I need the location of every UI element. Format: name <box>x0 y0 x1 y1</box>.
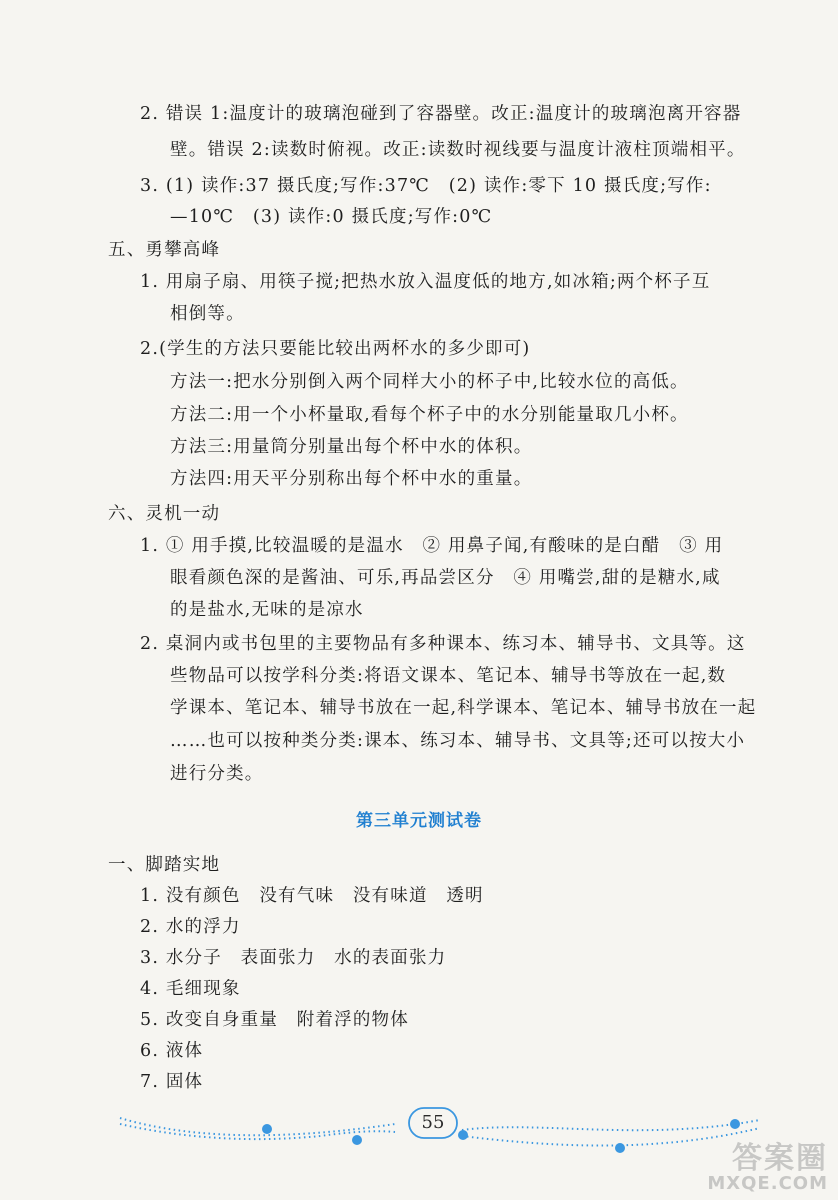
section-heading: 五、勇攀高峰 <box>108 240 221 260</box>
answer-continuation: 壁。错误 2:读数时俯视。改正:读数时视线要与温度计液柱顶端相平。 <box>170 140 746 160</box>
answer-continuation: 的是盐水,无味的是凉水 <box>170 600 364 620</box>
watermark-line1: 答案圈 <box>732 1141 828 1176</box>
answer-item: 2. 水的浮力 <box>140 917 241 937</box>
answer-item: 2.(学生的方法只要能比较出两杯水的多少即可) <box>140 339 531 359</box>
answer-continuation: 方法一:把水分别倒入两个同样大小的杯子中,比较水位的高低。 <box>170 372 689 392</box>
answer-continuation: 眼看颜色深的是酱油、可乐,再品尝区分 ④ 用嘴尝,甜的是糖水,咸 <box>170 568 721 588</box>
answer-continuation: 学课本、笔记本、辅导书放在一起,科学课本、笔记本、辅导书放在一起 <box>170 698 757 718</box>
footer-dot-5 <box>730 1119 740 1129</box>
answer-item: 6. 液体 <box>140 1041 204 1061</box>
section-heading: 六、灵机一动 <box>108 504 221 524</box>
answer-item: 3. 水分子 表面张力 水的表面张力 <box>140 948 447 968</box>
answer-item: 4. 毛细现象 <box>140 979 241 999</box>
answer-item: 2. 错误 1:温度计的玻璃泡碰到了容器壁。改正:温度计的玻璃泡离开容器 <box>140 104 742 124</box>
footer-dot-4 <box>615 1143 625 1153</box>
watermark <box>707 1133 828 1194</box>
answer-item: 1. 没有颜色 没有气味 没有味道 透明 <box>140 886 484 906</box>
answer-continuation: 方法三:用量筒分别量出每个杯中水的体积。 <box>170 437 533 457</box>
answer-item: 2. 桌洞内或书包里的主要物品有多种课本、练习本、辅导书、文具等。这 <box>140 634 746 654</box>
dotted-wave-left-upper <box>120 1118 395 1135</box>
footer-dot-1 <box>262 1124 272 1134</box>
answer-item: 3. (1) 读作:37 摄氏度;写作:37℃ (2) 读作:零下 10 摄氏度;写作: <box>140 176 712 196</box>
dotted-wave-right-upper <box>462 1120 760 1130</box>
answer-item: 1. ① 用手摸,比较温暖的是温水 ② 用鼻子闻,有酸味的是白醋 ③ 用 <box>140 536 724 556</box>
answer-continuation: 进行分类。 <box>170 764 264 784</box>
answer-item: 5. 改变自身重量 附着浮的物体 <box>140 1010 409 1030</box>
section-title: 第三单元测试卷 <box>356 811 482 831</box>
page-number: 55 <box>421 1112 445 1133</box>
answer-continuation: 方法二:用一个小杯量取,看每个杯子中的水分别能量取几小杯。 <box>170 405 689 425</box>
section-heading: 一、脚踏实地 <box>108 855 221 875</box>
answer-continuation: 些物品可以按学科分类:将语文课本、笔记本、辅导书等放在一起,数 <box>170 666 727 686</box>
answer-continuation: —10℃ (3) 读作:0 摄氏度;写作:0℃ <box>170 207 493 227</box>
footer-dot-2 <box>352 1135 362 1145</box>
answer-item: 1. 用扇子扇、用筷子搅;把热水放入温度低的地方,如冰箱;两个杯子互 <box>140 272 711 292</box>
footer-dot-3 <box>458 1130 468 1140</box>
answer-item: 7. 固体 <box>140 1072 204 1092</box>
watermark-line2: MXQE.COM <box>707 1173 828 1194</box>
answer-continuation: 方法四:用天平分别称出每个杯中水的重量。 <box>170 469 533 489</box>
answer-continuation: ……也可以按种类分类:课本、练习本、辅导书、文具等;还可以按大小 <box>170 731 746 751</box>
answer-continuation: 相倒等。 <box>170 304 245 324</box>
